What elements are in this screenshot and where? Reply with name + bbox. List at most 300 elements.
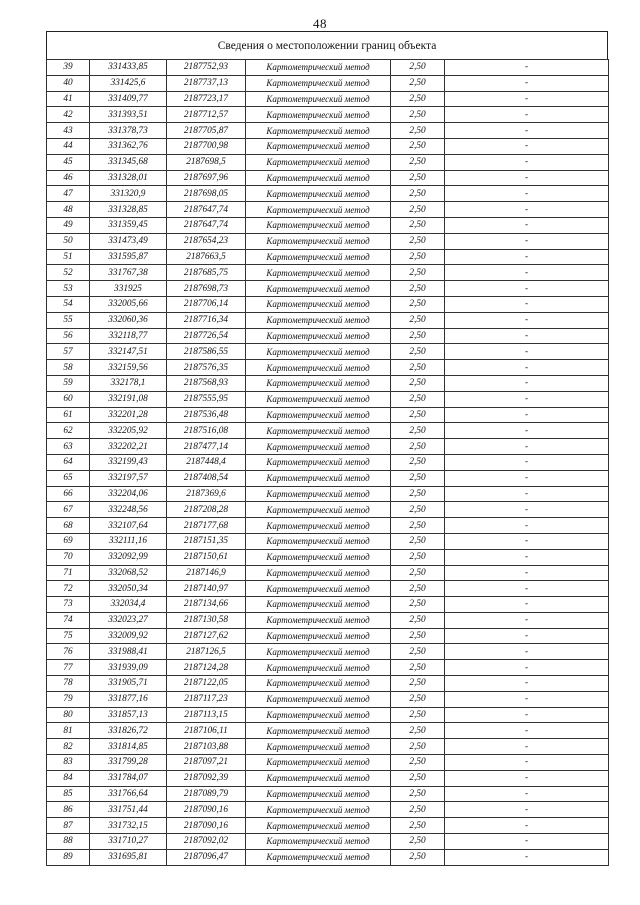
x-coordinate-cell: 331359,45 — [90, 217, 167, 233]
point-number-cell: 65 — [47, 470, 90, 486]
point-number-cell: 71 — [47, 565, 90, 581]
method-cell: Картометрический метод — [246, 91, 391, 107]
accuracy-cell: 2,50 — [391, 518, 445, 534]
table-row — [47, 123, 609, 139]
note-cell: - — [445, 186, 609, 202]
point-number-cell: 84 — [47, 770, 90, 786]
note-cell: - — [445, 644, 609, 660]
method-cell: Картометрический метод — [246, 217, 391, 233]
table-row — [47, 581, 609, 597]
method-cell: Картометрический метод — [246, 296, 391, 312]
accuracy-cell: 2,50 — [391, 439, 445, 455]
point-number-cell: 76 — [47, 644, 90, 660]
note-cell: - — [445, 691, 609, 707]
accuracy-cell: 2,50 — [391, 344, 445, 360]
point-number-cell: 77 — [47, 660, 90, 676]
note-cell: - — [445, 202, 609, 218]
method-cell: Картометрический метод — [246, 281, 391, 297]
x-coordinate-cell: 332202,21 — [90, 439, 167, 455]
y-coordinate-cell: 2187127,62 — [167, 628, 246, 644]
note-cell: - — [445, 628, 609, 644]
accuracy-cell: 2,50 — [391, 739, 445, 755]
accuracy-cell: 2,50 — [391, 249, 445, 265]
accuracy-cell: 2,50 — [391, 628, 445, 644]
y-coordinate-cell: 2187716,34 — [167, 312, 246, 328]
table-row — [47, 502, 609, 518]
accuracy-cell: 2,50 — [391, 375, 445, 391]
x-coordinate-cell: 331939,09 — [90, 660, 167, 676]
note-cell: - — [445, 486, 609, 502]
y-coordinate-cell: 2187134,66 — [167, 597, 246, 613]
point-number-cell: 87 — [47, 818, 90, 834]
accuracy-cell: 2,50 — [391, 75, 445, 91]
table-row — [47, 360, 609, 376]
y-coordinate-cell: 2187516,08 — [167, 423, 246, 439]
y-coordinate-cell: 2187208,28 — [167, 502, 246, 518]
point-number-cell: 50 — [47, 233, 90, 249]
x-coordinate-cell: 331799,28 — [90, 755, 167, 771]
method-cell: Картометрический метод — [246, 660, 391, 676]
point-number-cell: 41 — [47, 91, 90, 107]
y-coordinate-cell: 2187647,74 — [167, 217, 246, 233]
point-number-cell: 55 — [47, 312, 90, 328]
point-number-cell: 53 — [47, 281, 90, 297]
table-row — [47, 565, 609, 581]
point-number-cell: 66 — [47, 486, 90, 502]
x-coordinate-cell: 331925 — [90, 281, 167, 297]
note-cell: - — [445, 249, 609, 265]
table-row — [47, 739, 609, 755]
y-coordinate-cell: 2187698,73 — [167, 281, 246, 297]
note-cell: - — [445, 407, 609, 423]
point-number-cell: 57 — [47, 344, 90, 360]
y-coordinate-cell: 2187706,14 — [167, 296, 246, 312]
note-cell: - — [445, 723, 609, 739]
table-row — [47, 344, 609, 360]
y-coordinate-cell: 2187698,05 — [167, 186, 246, 202]
x-coordinate-cell: 331328,85 — [90, 202, 167, 218]
point-number-cell: 47 — [47, 186, 90, 202]
point-number-cell: 52 — [47, 265, 90, 281]
method-cell: Картометрический метод — [246, 770, 391, 786]
point-number-cell: 63 — [47, 439, 90, 455]
x-coordinate-cell: 331767,38 — [90, 265, 167, 281]
table-row — [47, 707, 609, 723]
point-number-cell: 73 — [47, 597, 90, 613]
table-row — [47, 296, 609, 312]
y-coordinate-cell: 2187737,13 — [167, 75, 246, 91]
table-row — [47, 391, 609, 407]
x-coordinate-cell: 331595,87 — [90, 249, 167, 265]
note-cell: - — [445, 296, 609, 312]
point-number-cell: 58 — [47, 360, 90, 376]
table-row — [47, 676, 609, 692]
table-row — [47, 644, 609, 660]
note-cell: - — [445, 612, 609, 628]
y-coordinate-cell: 2187103,88 — [167, 739, 246, 755]
x-coordinate-cell: 332199,43 — [90, 454, 167, 470]
method-cell: Картометрический метод — [246, 802, 391, 818]
x-coordinate-cell: 331695,81 — [90, 849, 167, 865]
point-number-cell: 89 — [47, 849, 90, 865]
table-row — [47, 770, 609, 786]
table-row — [47, 328, 609, 344]
table-row — [47, 439, 609, 455]
method-cell: Картометрический метод — [246, 502, 391, 518]
accuracy-cell: 2,50 — [391, 581, 445, 597]
note-cell: - — [445, 454, 609, 470]
y-coordinate-cell: 2187113,15 — [167, 707, 246, 723]
x-coordinate-cell: 332111,16 — [90, 533, 167, 549]
table-row — [47, 660, 609, 676]
point-number-cell: 59 — [47, 375, 90, 391]
table-row — [47, 217, 609, 233]
table-row — [47, 265, 609, 281]
point-number-cell: 62 — [47, 423, 90, 439]
note-cell: - — [445, 281, 609, 297]
x-coordinate-cell: 332068,52 — [90, 565, 167, 581]
table-row — [47, 549, 609, 565]
boundary-table-sheet — [46, 31, 608, 863]
y-coordinate-cell: 2187090,16 — [167, 818, 246, 834]
x-coordinate-cell: 332147,51 — [90, 344, 167, 360]
accuracy-cell: 2,50 — [391, 786, 445, 802]
x-coordinate-cell: 332092,99 — [90, 549, 167, 565]
x-coordinate-cell: 332201,28 — [90, 407, 167, 423]
point-number-cell: 79 — [47, 691, 90, 707]
x-coordinate-cell: 331320,9 — [90, 186, 167, 202]
x-coordinate-cell: 331857,13 — [90, 707, 167, 723]
x-coordinate-cell: 332005,66 — [90, 296, 167, 312]
table-row — [47, 597, 609, 613]
accuracy-cell: 2,50 — [391, 707, 445, 723]
y-coordinate-cell: 2187090,16 — [167, 802, 246, 818]
table-row — [47, 786, 609, 802]
table-row — [47, 691, 609, 707]
method-cell: Картометрический метод — [246, 612, 391, 628]
accuracy-cell: 2,50 — [391, 265, 445, 281]
y-coordinate-cell: 2187586,55 — [167, 344, 246, 360]
method-cell: Картометрический метод — [246, 581, 391, 597]
accuracy-cell: 2,50 — [391, 154, 445, 170]
method-cell: Картометрический метод — [246, 123, 391, 139]
method-cell: Картометрический метод — [246, 755, 391, 771]
table-row — [47, 202, 609, 218]
y-coordinate-cell: 2187697,96 — [167, 170, 246, 186]
note-cell: - — [445, 154, 609, 170]
y-coordinate-cell: 2187177,68 — [167, 518, 246, 534]
table-row — [47, 233, 609, 249]
table-row — [47, 312, 609, 328]
y-coordinate-cell: 2187408,54 — [167, 470, 246, 486]
table-row — [47, 281, 609, 297]
accuracy-cell: 2,50 — [391, 233, 445, 249]
method-cell: Картометрический метод — [246, 628, 391, 644]
y-coordinate-cell: 2187130,58 — [167, 612, 246, 628]
accuracy-cell: 2,50 — [391, 91, 445, 107]
x-coordinate-cell: 331409,77 — [90, 91, 167, 107]
note-cell: - — [445, 265, 609, 281]
point-number-cell: 85 — [47, 786, 90, 802]
point-number-cell: 86 — [47, 802, 90, 818]
y-coordinate-cell: 2187117,23 — [167, 691, 246, 707]
point-number-cell: 70 — [47, 549, 90, 565]
method-cell: Картометрический метод — [246, 154, 391, 170]
x-coordinate-cell: 332107,64 — [90, 518, 167, 534]
accuracy-cell: 2,50 — [391, 502, 445, 518]
x-coordinate-cell: 331784,07 — [90, 770, 167, 786]
point-number-cell: 88 — [47, 834, 90, 850]
x-coordinate-cell: 332178,1 — [90, 375, 167, 391]
method-cell: Картометрический метод — [246, 644, 391, 660]
accuracy-cell: 2,50 — [391, 107, 445, 123]
method-cell: Картометрический метод — [246, 391, 391, 407]
y-coordinate-cell: 2187122,05 — [167, 676, 246, 692]
x-coordinate-cell: 332205,92 — [90, 423, 167, 439]
point-number-cell: 69 — [47, 533, 90, 549]
x-coordinate-cell: 332050,34 — [90, 581, 167, 597]
accuracy-cell: 2,50 — [391, 454, 445, 470]
note-cell: - — [445, 770, 609, 786]
accuracy-cell: 2,50 — [391, 818, 445, 834]
note-cell: - — [445, 502, 609, 518]
table-row — [47, 170, 609, 186]
accuracy-cell: 2,50 — [391, 328, 445, 344]
x-coordinate-cell: 331328,01 — [90, 170, 167, 186]
accuracy-cell: 2,50 — [391, 281, 445, 297]
accuracy-cell: 2,50 — [391, 549, 445, 565]
method-cell: Картометрический метод — [246, 470, 391, 486]
note-cell: - — [445, 170, 609, 186]
x-coordinate-cell: 331877,16 — [90, 691, 167, 707]
accuracy-cell: 2,50 — [391, 138, 445, 154]
method-cell: Картометрический метод — [246, 549, 391, 565]
point-number-cell: 49 — [47, 217, 90, 233]
accuracy-cell: 2,50 — [391, 407, 445, 423]
point-number-cell: 68 — [47, 518, 90, 534]
note-cell: - — [445, 739, 609, 755]
boundary-coordinates-table — [46, 59, 609, 866]
note-cell: - — [445, 423, 609, 439]
x-coordinate-cell: 331345,68 — [90, 154, 167, 170]
y-coordinate-cell: 2187097,21 — [167, 755, 246, 771]
x-coordinate-cell: 331710,27 — [90, 834, 167, 850]
table-body — [47, 60, 609, 866]
y-coordinate-cell: 2187124,28 — [167, 660, 246, 676]
method-cell: Картометрический метод — [246, 691, 391, 707]
accuracy-cell: 2,50 — [391, 60, 445, 76]
x-coordinate-cell: 332009,92 — [90, 628, 167, 644]
method-cell: Картометрический метод — [246, 597, 391, 613]
y-coordinate-cell: 2187126,5 — [167, 644, 246, 660]
note-cell: - — [445, 344, 609, 360]
note-cell: - — [445, 328, 609, 344]
point-number-cell: 82 — [47, 739, 90, 755]
accuracy-cell: 2,50 — [391, 660, 445, 676]
x-coordinate-cell: 332060,36 — [90, 312, 167, 328]
method-cell: Картометрический метод — [246, 486, 391, 502]
method-cell: Картометрический метод — [246, 818, 391, 834]
accuracy-cell: 2,50 — [391, 802, 445, 818]
point-number-cell: 43 — [47, 123, 90, 139]
x-coordinate-cell: 331378,73 — [90, 123, 167, 139]
note-cell: - — [445, 360, 609, 376]
method-cell: Картометрический метод — [246, 707, 391, 723]
y-coordinate-cell: 2187723,17 — [167, 91, 246, 107]
point-number-cell: 40 — [47, 75, 90, 91]
x-coordinate-cell: 331473,49 — [90, 233, 167, 249]
method-cell: Картометрический метод — [246, 739, 391, 755]
note-cell: - — [445, 786, 609, 802]
table-row — [47, 454, 609, 470]
point-number-cell: 45 — [47, 154, 90, 170]
y-coordinate-cell: 2187096,47 — [167, 849, 246, 865]
accuracy-cell: 2,50 — [391, 470, 445, 486]
note-cell: - — [445, 849, 609, 865]
accuracy-cell: 2,50 — [391, 186, 445, 202]
page-number: 48 — [313, 16, 327, 31]
accuracy-cell: 2,50 — [391, 423, 445, 439]
note-cell: - — [445, 802, 609, 818]
point-number-cell: 56 — [47, 328, 90, 344]
table-row — [47, 628, 609, 644]
note-cell: - — [445, 375, 609, 391]
note-cell: - — [445, 233, 609, 249]
point-number-cell: 61 — [47, 407, 90, 423]
point-number-cell: 54 — [47, 296, 90, 312]
method-cell: Картометрический метод — [246, 202, 391, 218]
accuracy-cell: 2,50 — [391, 123, 445, 139]
method-cell: Картометрический метод — [246, 60, 391, 76]
x-coordinate-cell: 331425,6 — [90, 75, 167, 91]
accuracy-cell: 2,50 — [391, 755, 445, 771]
point-number-cell: 83 — [47, 755, 90, 771]
accuracy-cell: 2,50 — [391, 834, 445, 850]
y-coordinate-cell: 2187536,48 — [167, 407, 246, 423]
method-cell: Картометрический метод — [246, 454, 391, 470]
x-coordinate-cell: 331433,85 — [90, 60, 167, 76]
note-cell: - — [445, 312, 609, 328]
method-cell: Картометрический метод — [246, 265, 391, 281]
table-row — [47, 486, 609, 502]
x-coordinate-cell: 332034,4 — [90, 597, 167, 613]
y-coordinate-cell: 2187685,75 — [167, 265, 246, 281]
x-coordinate-cell: 332118,77 — [90, 328, 167, 344]
point-number-cell: 39 — [47, 60, 90, 76]
x-coordinate-cell: 331814,85 — [90, 739, 167, 755]
accuracy-cell: 2,50 — [391, 644, 445, 660]
accuracy-cell: 2,50 — [391, 312, 445, 328]
point-number-cell: 46 — [47, 170, 90, 186]
y-coordinate-cell: 2187477,14 — [167, 439, 246, 455]
x-coordinate-cell: 332023,27 — [90, 612, 167, 628]
note-cell: - — [445, 707, 609, 723]
table-row — [47, 802, 609, 818]
method-cell: Картометрический метод — [246, 849, 391, 865]
y-coordinate-cell: 2187700,98 — [167, 138, 246, 154]
table-row — [47, 849, 609, 865]
point-number-cell: 74 — [47, 612, 90, 628]
y-coordinate-cell: 2187752,93 — [167, 60, 246, 76]
table-row — [47, 249, 609, 265]
method-cell: Картометрический метод — [246, 533, 391, 549]
accuracy-cell: 2,50 — [391, 486, 445, 502]
note-cell: - — [445, 676, 609, 692]
accuracy-cell: 2,50 — [391, 597, 445, 613]
point-number-cell: 42 — [47, 107, 90, 123]
y-coordinate-cell: 2187576,35 — [167, 360, 246, 376]
y-coordinate-cell: 2187726,54 — [167, 328, 246, 344]
x-coordinate-cell: 332248,56 — [90, 502, 167, 518]
method-cell: Картометрический метод — [246, 360, 391, 376]
method-cell: Картометрический метод — [246, 138, 391, 154]
point-number-cell: 81 — [47, 723, 90, 739]
note-cell: - — [445, 217, 609, 233]
table-row — [47, 518, 609, 534]
accuracy-cell: 2,50 — [391, 170, 445, 186]
table-row — [47, 91, 609, 107]
accuracy-cell: 2,50 — [391, 296, 445, 312]
note-cell: - — [445, 470, 609, 486]
table-row — [47, 612, 609, 628]
accuracy-cell: 2,50 — [391, 202, 445, 218]
note-cell: - — [445, 549, 609, 565]
y-coordinate-cell: 2187140,97 — [167, 581, 246, 597]
y-coordinate-cell: 2187448,4 — [167, 454, 246, 470]
point-number-cell: 44 — [47, 138, 90, 154]
y-coordinate-cell: 2187106,11 — [167, 723, 246, 739]
point-number-cell: 75 — [47, 628, 90, 644]
x-coordinate-cell: 332204,06 — [90, 486, 167, 502]
method-cell: Картометрический метод — [246, 676, 391, 692]
x-coordinate-cell: 331826,72 — [90, 723, 167, 739]
x-coordinate-cell: 331766,64 — [90, 786, 167, 802]
y-coordinate-cell: 2187555,95 — [167, 391, 246, 407]
y-coordinate-cell: 2187146,9 — [167, 565, 246, 581]
note-cell: - — [445, 91, 609, 107]
y-coordinate-cell: 2187654,23 — [167, 233, 246, 249]
x-coordinate-cell: 332159,56 — [90, 360, 167, 376]
accuracy-cell: 2,50 — [391, 676, 445, 692]
y-coordinate-cell: 2187663,5 — [167, 249, 246, 265]
y-coordinate-cell: 2187092,39 — [167, 770, 246, 786]
note-cell: - — [445, 581, 609, 597]
x-coordinate-cell: 331988,41 — [90, 644, 167, 660]
note-cell: - — [445, 597, 609, 613]
note-cell: - — [445, 565, 609, 581]
x-coordinate-cell: 331393,51 — [90, 107, 167, 123]
point-number-cell: 51 — [47, 249, 90, 265]
note-cell: - — [445, 138, 609, 154]
point-number-cell: 60 — [47, 391, 90, 407]
method-cell: Картометрический метод — [246, 107, 391, 123]
accuracy-cell: 2,50 — [391, 849, 445, 865]
accuracy-cell: 2,50 — [391, 770, 445, 786]
method-cell: Картометрический метод — [246, 834, 391, 850]
table-row — [47, 470, 609, 486]
y-coordinate-cell: 2187712,57 — [167, 107, 246, 123]
accuracy-cell: 2,50 — [391, 723, 445, 739]
accuracy-cell: 2,50 — [391, 565, 445, 581]
method-cell: Картометрический метод — [246, 407, 391, 423]
method-cell: Картометрический метод — [246, 439, 391, 455]
y-coordinate-cell: 2187150,61 — [167, 549, 246, 565]
table-row — [47, 423, 609, 439]
note-cell: - — [445, 755, 609, 771]
table-row — [47, 154, 609, 170]
y-coordinate-cell: 2187647,74 — [167, 202, 246, 218]
method-cell: Картометрический метод — [246, 786, 391, 802]
